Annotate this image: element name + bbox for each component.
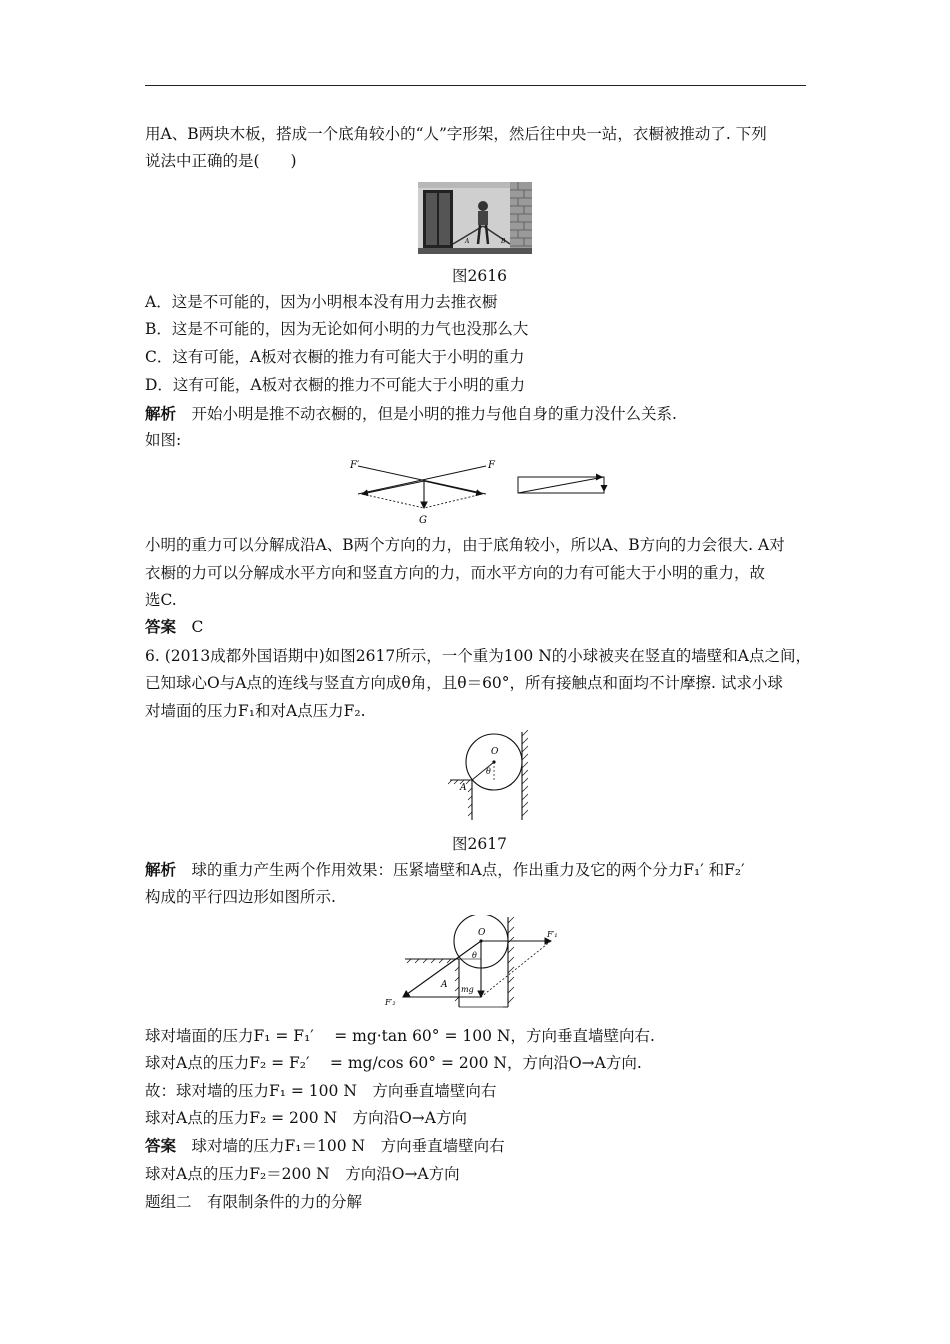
figure-ball-wall (448, 730, 538, 822)
q6-line1: 6. (2013成都外国语期中)如图2617所示，一个重为100 N的小球被夹在竖直的墙壁和A点之间， (145, 647, 811, 665)
section-heading-group2: 题组二 有限制条件的力的分解 (145, 1193, 363, 1211)
label-f-prime: F′ (350, 460, 360, 471)
result-line3: 故：球对墙的压力F₁ = 100 N 方向垂直墙壁向右 (145, 1082, 497, 1100)
result-line1: 球对墙面的压力F₁ = F₁′ = mg·tan 60° = 100 N，方向垂直墙壁向右. (145, 1027, 655, 1045)
answer-label: 答案 (145, 617, 177, 636)
label-a-2: A (441, 980, 448, 990)
q6-line3: 对墙面的压力F₁和对A点压力F₂. (145, 702, 366, 720)
label-a: A (460, 783, 467, 793)
q5-analysis-line3: 小明的重力可以分解成沿A、B两个方向的力，由于底角较小，所以A、B方向的力会很大. A对 (145, 536, 785, 554)
label-mg: mg (461, 985, 474, 994)
option-c: C．这有可能，A板对衣橱的推力有可能大于小明的重力 (145, 348, 525, 366)
label-f: F (488, 460, 495, 471)
figure-caption-2617: 图2617 (452, 835, 507, 853)
label-g: G (419, 515, 427, 526)
label-o: O (491, 747, 499, 757)
question-intro-line2: 说法中正确的是( ) (145, 152, 297, 170)
figure-wardrobe-scene (418, 182, 532, 254)
label-f2-prime: F′₂ (385, 998, 396, 1007)
q6-analysis-line1: 解析 球的重力产生两个作用效果：压紧墙壁和A点，作出重力及它的两个分力F₁′ 和F₂′ (145, 860, 745, 879)
header-rule (145, 85, 806, 86)
label-theta-2: θ (472, 951, 477, 960)
label-f1-prime: F′₁ (547, 930, 558, 939)
figure-force-decomposition (348, 452, 618, 530)
q5-analysis-line1: 解析 开始小明是推不动衣橱的，但是小明的推力与他自身的重力没什么关系. (145, 404, 677, 423)
q6-analysis-line2: 构成的平行四边形如图所示. (145, 888, 336, 906)
q5-analysis-line5: 选C. (145, 591, 177, 609)
q5-answer: 答案 C (145, 617, 204, 636)
q5-analysis-line4: 衣橱的力可以分解成水平方向和竖直方向的力，而水平方向的力有可能大于小明的重力，故 (145, 564, 766, 582)
result-line4: 球对A点的压力F₂ = 200 N 方向沿O→A方向 (145, 1109, 467, 1127)
answer-label-2: 答案 (145, 1136, 177, 1155)
option-a: A．这是不可能的，因为小明根本没有用力去推衣橱 (145, 293, 498, 311)
q5-analysis-line2: 如图: (145, 431, 182, 449)
label-o-2: O (478, 928, 486, 938)
label-theta: θ (486, 767, 491, 776)
figure-caption-2616: 图2616 (452, 267, 507, 285)
q6-answer-line1: 答案 球对墙的压力F₁＝100 N 方向垂直墙壁向右 (145, 1136, 505, 1155)
figure-force-parallelogram (383, 915, 573, 1015)
q6-answer-line2: 球对A点的压力F₂＝200 N 方向沿O→A方向 (145, 1165, 460, 1183)
option-d: D．这有可能，A板对衣橱的推力不可能大于小明的重力 (145, 376, 526, 394)
board-label-b: B (501, 238, 506, 245)
q6-line2: 已知球心O与A点的连线与竖直方向成θ角，且θ＝60°，所有接触点和面均不计摩擦. 试求小球 (145, 674, 783, 692)
question-intro-line1: 用A、B两块木板，搭成一个底角较小的“人”字形架，然后往中央一站，衣橱被推动了. 下列 (145, 125, 767, 143)
board-label-a: A (465, 238, 470, 245)
option-b: B．这是不可能的，因为无论如何小明的力气也没那么大 (145, 320, 529, 338)
analysis-label: 解析 (145, 404, 177, 423)
result-line2: 球对A点的压力F₂ = F₂′ = mg/cos 60° = 200 N，方向沿O→A方向. (145, 1054, 642, 1072)
analysis-label-2: 解析 (145, 860, 177, 879)
